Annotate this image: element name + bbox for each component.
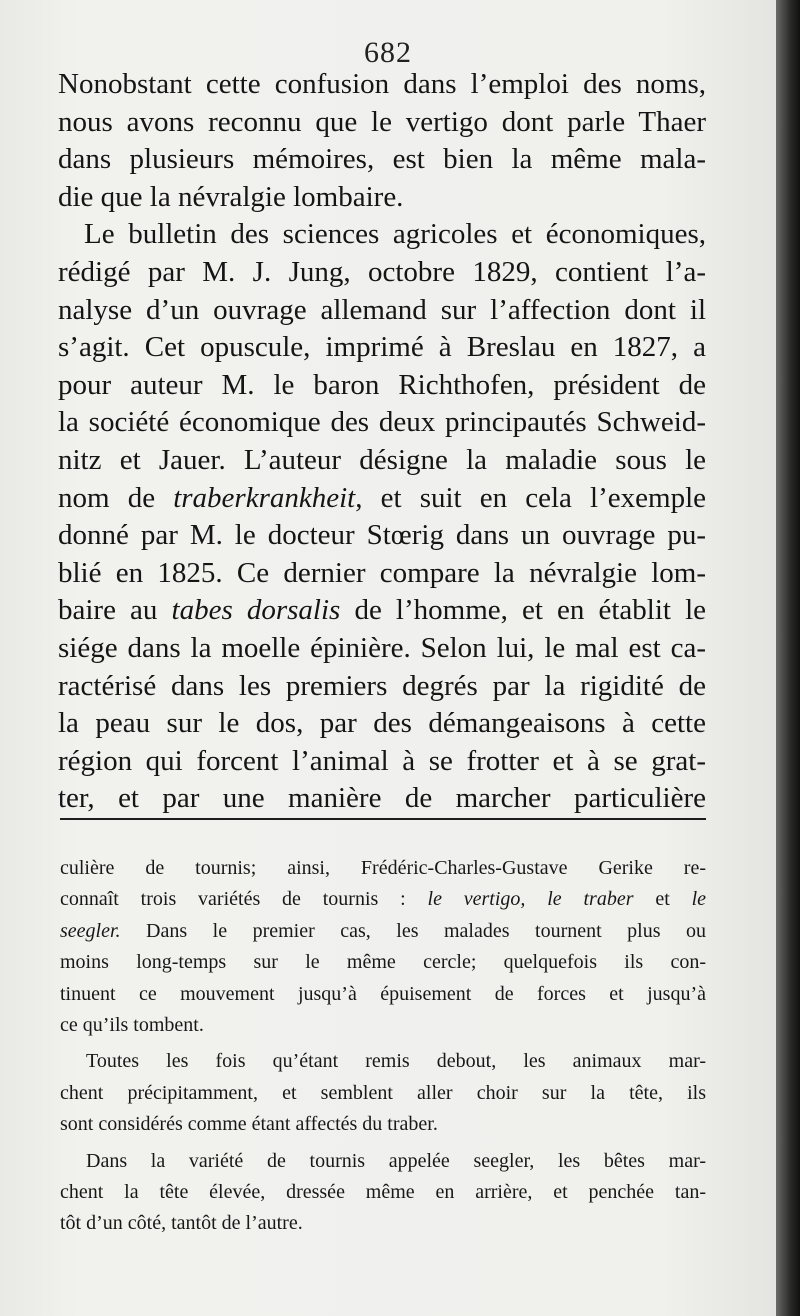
text-segment: et [633,888,692,911]
footnote-line-with-italic [60,916,706,947]
main-text [58,66,706,818]
footnote-line: culière de tournis; ainsi, Frédéric-Charles-Gustave Gerike re- [60,857,706,879]
text-segment: Dans le premier cas, les malades tournent plus ou [120,919,706,942]
text-line: die que la névralgie lombaire. [58,180,404,213]
text-line: pour auteur M. le baron Richthofen, président de [58,368,706,401]
footnote-line: chent précipitamment, et semblent aller choir sur la tête, ils [60,1081,706,1104]
text-segment: nom de [58,481,174,514]
text-line: dans plusieurs mémoires, est bien la même mala- [58,143,706,176]
text-segment [525,888,547,910]
page-number: 682 [364,36,412,69]
book-gutter [776,0,800,1316]
footnote-divider [60,818,706,820]
italic-term: le [691,888,706,911]
text-line: région qui forcent l’animal à se frotter et à se grat- [58,744,706,777]
text-line: ractérisé dans les premiers degrés par la rigidité de [58,669,706,702]
footnote-line: tôt d’un côté, tantôt de l’autre. [60,1212,303,1235]
text-segment: de l’homme, et en établit le [340,594,706,627]
text-line-with-italic [58,592,706,630]
footnote-line: tinuent ce mouvement jusqu’à épuisement de forces et jusqu’à [60,982,706,1005]
footnote-line: moins long-temps sur le même cercle; quelquefois ils con- [60,951,706,974]
text-line: nitz et Jauer. L’auteur désigne la maladie sous le [58,443,706,476]
text-line: la peau sur le dos, par des démangeaisons à cette [58,707,706,740]
text-line: siége dans la moelle épinière. Selon lui, le mal est ca- [58,631,706,664]
text-line: nalyse d’un ouvrage allemand sur l’affection dont il [58,293,706,326]
text-line: nous avons reconnu que le vertigo dont parle Thaer [58,105,706,138]
text-segment: connaît trois variétés de tournis : [60,888,428,911]
text-line: Nonobstant cette confusion dans l’emploi des noms, [58,68,706,100]
italic-term: traberkrankheit [173,481,356,514]
text-segment: , et suit en cela l’exemple [355,481,706,514]
italic-term: le traber [547,888,634,911]
text-line: s’agit. Cet opuscule, imprimé à Breslau en 1827, a [58,331,706,364]
italic-term: le vertigo, [427,888,526,911]
footnote-line-with-italic [60,884,706,915]
italic-term: seegler. [60,919,121,942]
footnote-line: chent la tête élevée, dressée même en arrière, et penchée tan- [60,1180,706,1203]
text-segment: baire au [58,594,172,627]
text-line-with-italic [58,480,706,518]
footnote-line: Toutes les fois qu’étant remis debout, les animaux mar- [86,1050,706,1073]
italic-term: tabes dorsalis [171,594,341,627]
text-line: blié en 1825. Ce dernier compare la névralgie lom- [58,556,706,589]
text-line: Le bulletin des sciences agricoles et économiques, [84,218,706,251]
footnote-line: ce qu’ils tombent. [60,1013,204,1036]
text-line: donné par M. le docteur Stœrig dans un ouvrage pu- [58,519,706,552]
text-line: ter, et par une manière de marcher particulière [58,782,706,815]
footnote-line: sont considérés comme étant affectés du traber. [60,1113,438,1136]
footnotes [60,853,706,1240]
footnote-line: Dans la variété de tournis appelée seegler, les bêtes mar- [86,1149,706,1172]
text-line: la société économique des deux principautés Schweid- [58,406,706,439]
text-line: rédigé par M. J. Jung, octobre 1829, contient l’a- [58,255,706,288]
